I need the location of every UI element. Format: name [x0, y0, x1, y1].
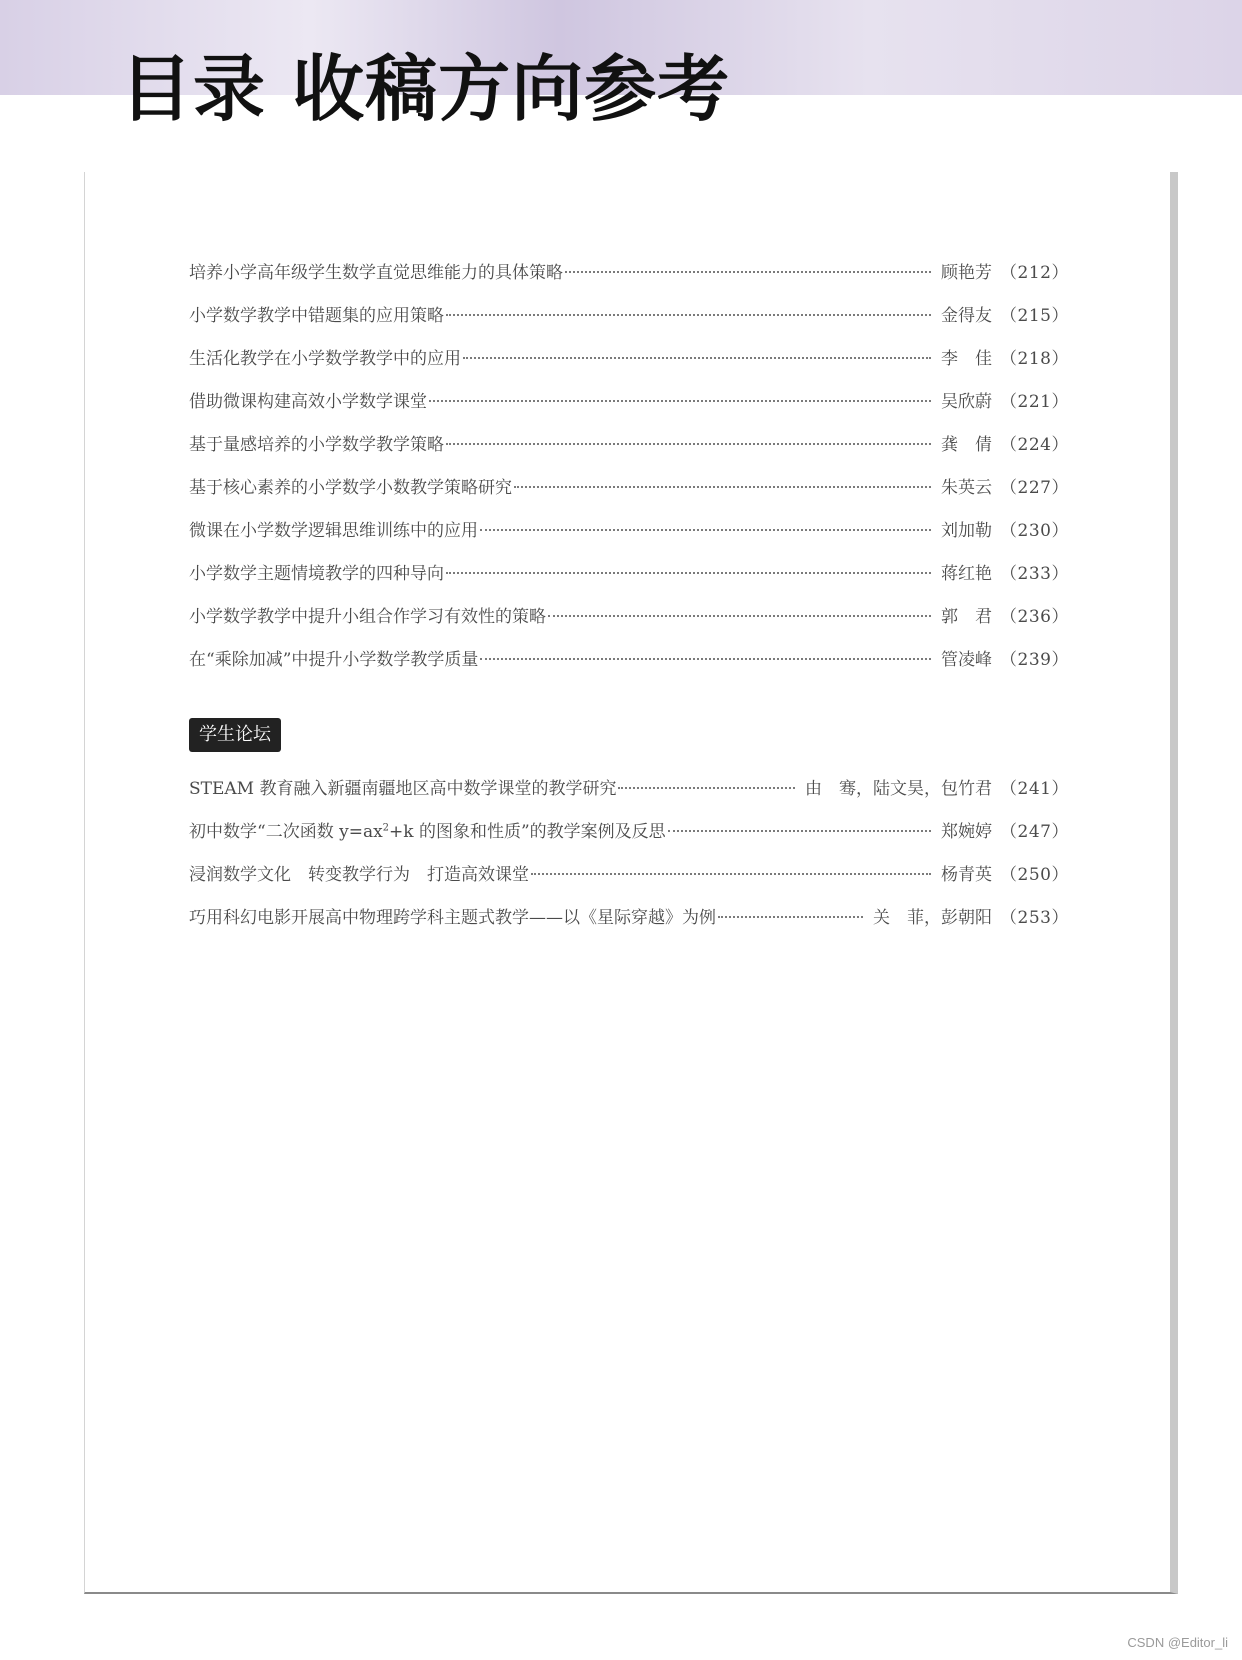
toc-list-student-forum — [189, 774, 1069, 946]
entry-page: （236） — [1000, 607, 1069, 627]
superscript: 2 — [382, 822, 390, 834]
entry-title: 基于核心素养的小学数学小数教学策略研究 — [189, 478, 512, 498]
entry-page: （227） — [1000, 478, 1069, 498]
toc-list-math — [189, 258, 1069, 688]
dot-leader — [531, 873, 931, 875]
entry-page: （253） — [1000, 908, 1069, 928]
toc-entry[interactable] — [189, 860, 1069, 903]
entry-author: 由 骞，陆文昊，包竹君 — [805, 779, 993, 799]
toc-entry[interactable] — [189, 258, 1069, 301]
entry-title: 小学数学教学中错题集的应用策略 — [189, 306, 444, 326]
dot-leader — [480, 529, 931, 531]
entry-author: 李 佳 — [941, 349, 993, 369]
toc-entry[interactable] — [189, 301, 1069, 344]
dot-leader — [446, 572, 931, 574]
entry-page: （215） — [1000, 306, 1069, 326]
entry-title: 借助微课构建高效小学数学课堂 — [189, 392, 427, 412]
entry-title: 小学数学主题情境教学的四种导向 — [189, 564, 444, 584]
entry-title: 基于量感培养的小学数学教学策略 — [189, 435, 444, 455]
entry-page: （212） — [1000, 263, 1069, 283]
entry-author: 关 菲，彭朝阳 — [873, 908, 993, 928]
dot-leader — [446, 314, 931, 316]
toc-entry[interactable] — [189, 387, 1069, 430]
entry-author: 管凌峰 — [941, 650, 993, 670]
toc-entry[interactable] — [189, 645, 1069, 688]
entry-author: 顾艳芳 — [941, 263, 993, 283]
dot-leader — [463, 357, 931, 359]
section-label-student-forum: 学生论坛 — [189, 718, 281, 752]
entry-title: 微课在小学数学逻辑思维训练中的应用 — [189, 521, 478, 541]
dot-leader — [429, 400, 931, 402]
toc-entry[interactable] — [189, 602, 1069, 645]
toc-entry[interactable] — [189, 774, 1069, 817]
entry-page: （230） — [1000, 521, 1069, 541]
entry-author: 郭 君 — [941, 607, 993, 627]
entry-title: STEAM 教育融入新疆南疆地区高中数学课堂的教学研究 — [189, 779, 617, 799]
toc-entry[interactable] — [189, 903, 1069, 946]
dot-leader — [718, 916, 863, 918]
dot-leader — [618, 787, 795, 789]
entry-title: 培养小学高年级学生数学直觉思维能力的具体策略 — [189, 263, 563, 283]
dot-leader — [514, 486, 931, 488]
watermark: CSDN @Editor_li — [1127, 1635, 1228, 1650]
entry-page: （241） — [1000, 779, 1069, 799]
entry-title-part: 初中数学“二次函数 y=ax — [189, 822, 383, 842]
toc-entry[interactable] — [189, 817, 1069, 860]
entry-title: 浸润数学文化 转变教学行为 打造高效课堂 — [189, 865, 529, 885]
entry-author: 龚 倩 — [941, 435, 993, 455]
banner-title: 目录 收稿方向参考 — [120, 47, 731, 131]
entry-title: 小学数学教学中提升小组合作学习有效性的策略 — [189, 607, 546, 627]
entry-title: 在“乘除加减”中提升小学数学教学质量 — [189, 650, 479, 670]
entry-page: （218） — [1000, 349, 1069, 369]
entry-author: 金得友 — [941, 306, 993, 326]
toc-entry[interactable] — [189, 473, 1069, 516]
entry-title: 巧用科幻电影开展高中物理跨学科主题式教学——以《星际穿越》为例 — [189, 908, 716, 928]
entry-author: 朱英云 — [941, 478, 993, 498]
entry-page: （247） — [1000, 822, 1069, 842]
entry-author: 刘加勒 — [941, 521, 993, 541]
dot-leader — [548, 615, 931, 617]
entry-page: （224） — [1000, 435, 1069, 455]
dot-leader — [565, 271, 931, 273]
dot-leader — [668, 830, 931, 832]
entry-page: （233） — [1000, 564, 1069, 584]
entry-title-part: +k 的图象和性质”的教学案例及反思 — [389, 822, 666, 842]
entry-title — [189, 817, 666, 842]
entry-page: （221） — [1000, 392, 1069, 412]
entry-page: （239） — [1000, 650, 1069, 670]
toc-entry[interactable] — [189, 430, 1069, 473]
dot-leader — [480, 658, 931, 660]
toc-entry[interactable] — [189, 559, 1069, 602]
toc-entry[interactable] — [189, 344, 1069, 387]
entry-page: （250） — [1000, 865, 1069, 885]
entry-author: 郑婉婷 — [941, 822, 993, 842]
document-page — [84, 172, 1178, 1594]
entry-author: 吴欣蔚 — [941, 392, 993, 412]
dot-leader — [446, 443, 931, 445]
entry-title: 生活化教学在小学数学教学中的应用 — [189, 349, 461, 369]
toc-entry[interactable] — [189, 516, 1069, 559]
entry-author: 杨青英 — [941, 865, 993, 885]
entry-author: 蒋红艳 — [941, 564, 993, 584]
